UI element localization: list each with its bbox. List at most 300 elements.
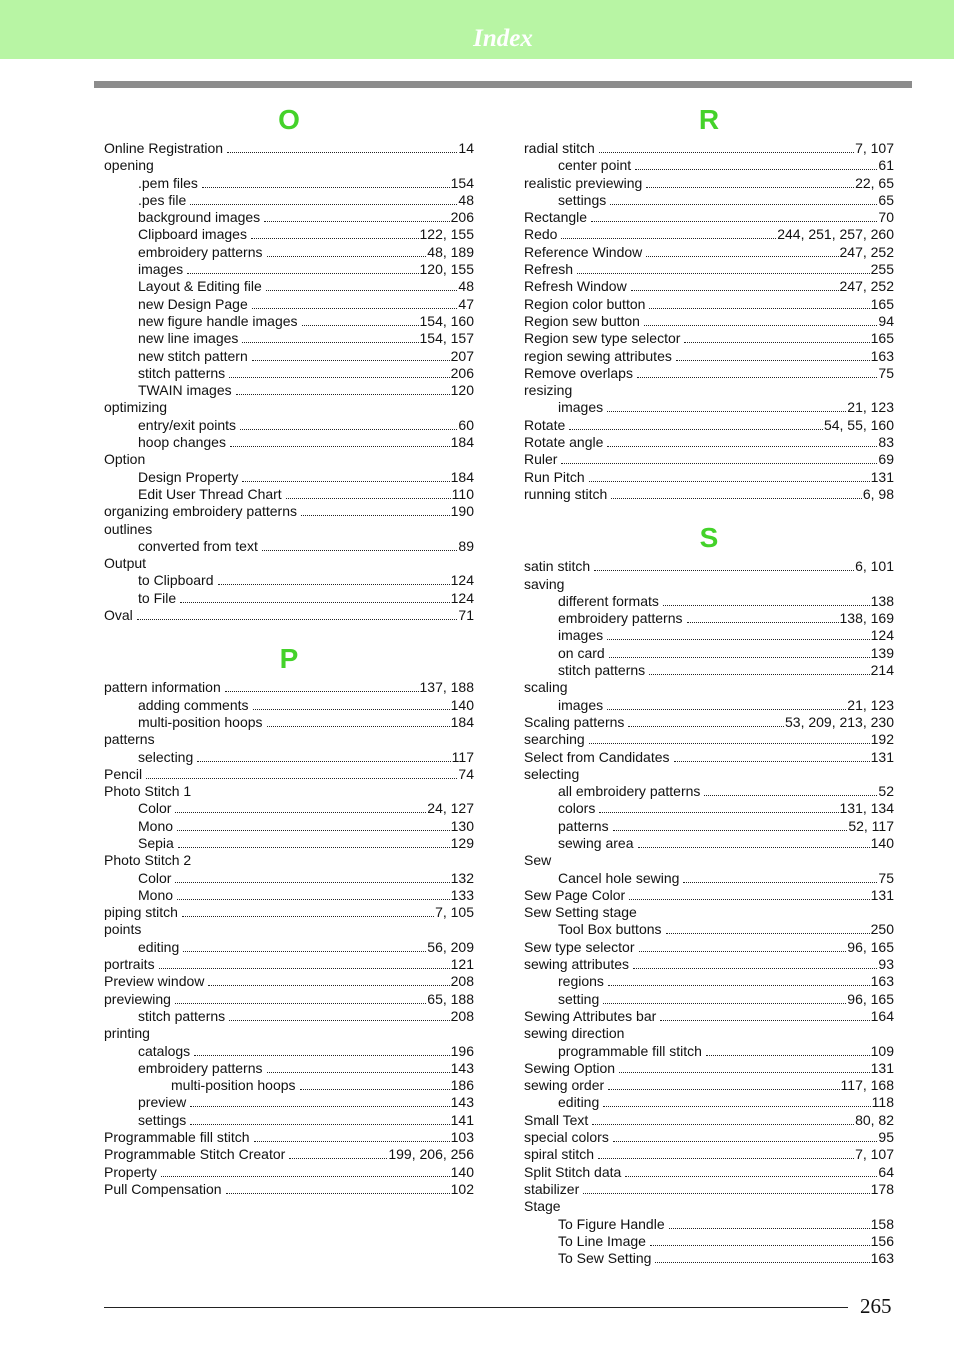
- dot-leader: [646, 256, 838, 257]
- index-pages: 117: [451, 748, 474, 765]
- index-term: selecting: [524, 765, 580, 782]
- index-pages: 163: [870, 347, 894, 364]
- index-entry: [524, 627, 894, 644]
- index-term: Sew Setting stage: [524, 904, 637, 921]
- index-pages: 255: [870, 261, 894, 278]
- index-term: background images: [138, 209, 261, 226]
- index-term: entry/exit points: [138, 416, 237, 433]
- index-term: Design Property: [138, 468, 239, 485]
- index-entry: [524, 714, 894, 731]
- index-pages: 143: [450, 1094, 474, 1111]
- index-entry: [104, 749, 474, 766]
- dot-leader: [608, 985, 870, 986]
- dot-leader: [607, 411, 846, 412]
- dot-leader: [194, 1055, 449, 1056]
- index-entry: [524, 558, 894, 575]
- dot-leader: [561, 463, 877, 464]
- dot-leader: [646, 187, 854, 188]
- index-entry: [104, 1094, 474, 1111]
- dot-leader: [182, 916, 434, 917]
- index-entry: [524, 576, 894, 593]
- index-pages: 206: [450, 209, 474, 226]
- index-pages: 83: [878, 434, 894, 451]
- index-term: pattern information: [104, 679, 221, 696]
- index-term: embroidery patterns: [558, 610, 683, 627]
- index-pages: 65: [878, 191, 894, 208]
- index-term: realistic previewing: [524, 174, 643, 191]
- dot-leader: [301, 515, 450, 516]
- index-term: Sew Page Color: [524, 886, 626, 903]
- index-term: programmable fill stitch: [558, 1042, 702, 1059]
- index-term: Split Stitch data: [524, 1163, 622, 1180]
- index-entry: [524, 469, 894, 486]
- index-pages: 93: [878, 956, 894, 973]
- index-pages: 196: [450, 1042, 474, 1059]
- index-entry: [104, 1077, 474, 1094]
- index-pages: 163: [870, 1250, 894, 1267]
- index-pages: 124: [870, 627, 894, 644]
- dot-leader: [619, 1072, 870, 1073]
- index-pages: 137, 188: [419, 679, 474, 696]
- index-entry: [524, 382, 894, 399]
- index-pages: 178: [870, 1180, 894, 1197]
- index-term: editing: [558, 1094, 600, 1111]
- index-term: Reference Window: [524, 243, 643, 260]
- dot-leader: [197, 761, 450, 762]
- index-term: hoop changes: [138, 434, 226, 451]
- dot-leader: [289, 1158, 387, 1159]
- index-entry: [104, 1164, 474, 1181]
- index-pages: 206: [450, 364, 474, 381]
- index-term: new stitch pattern: [138, 347, 248, 364]
- index-term: stitch patterns: [138, 364, 226, 381]
- index-pages: 6, 98: [862, 485, 894, 502]
- index-term: outlines: [104, 520, 153, 537]
- dot-leader: [177, 830, 450, 831]
- dot-leader: [599, 152, 854, 153]
- index-pages: 70: [878, 209, 894, 226]
- dot-leader: [599, 812, 838, 813]
- dot-leader: [242, 481, 449, 482]
- index-entry: [524, 921, 894, 938]
- dot-leader: [635, 169, 877, 170]
- index-entry: [104, 382, 474, 399]
- dot-leader: [583, 1193, 869, 1194]
- index-entry: [104, 697, 474, 714]
- index-term: Option: [104, 451, 146, 468]
- index-entry: [524, 209, 894, 226]
- index-pages: 138, 169: [839, 610, 894, 627]
- index-entry: [524, 593, 894, 610]
- index-pages: 14: [458, 140, 474, 156]
- index-entry: [104, 434, 474, 451]
- index-term: setting: [558, 990, 600, 1007]
- index-pages: 65, 188: [427, 990, 474, 1007]
- index-section-o: [104, 100, 474, 624]
- index-pages: 199, 206, 256: [388, 1146, 474, 1163]
- index-pages: 103: [450, 1129, 474, 1146]
- index-term: multi-position hoops: [138, 713, 263, 730]
- index-pages: 141: [450, 1111, 474, 1128]
- index-entry: [104, 330, 474, 347]
- dot-leader: [650, 1245, 870, 1246]
- dot-leader: [227, 152, 457, 153]
- index-entry: [104, 192, 474, 209]
- section-letter: O: [278, 104, 300, 135]
- index-entry: [104, 1025, 474, 1042]
- index-term: Cancel hole sewing: [558, 869, 680, 886]
- dot-leader: [159, 968, 450, 969]
- index-pages: 130: [450, 817, 474, 834]
- index-entry: [524, 697, 894, 714]
- index-pages: 143: [450, 1059, 474, 1076]
- index-pages: 138: [870, 592, 894, 609]
- index-entry: [524, 1077, 894, 1094]
- dot-leader: [674, 761, 870, 762]
- index-term: To Figure Handle: [558, 1215, 665, 1232]
- dot-leader: [236, 394, 450, 395]
- index-entry: [104, 956, 474, 973]
- dot-leader: [180, 602, 450, 603]
- index-pages: 247, 252: [839, 243, 894, 260]
- index-entry: [524, 296, 894, 313]
- index-term: Refresh: [524, 261, 574, 278]
- dot-leader: [687, 622, 839, 623]
- index-entry: [524, 1043, 894, 1060]
- index-entry: [104, 607, 474, 624]
- index-entry: [524, 749, 894, 766]
- index-pages: 190: [450, 503, 474, 520]
- index-term: embroidery patterns: [138, 1059, 263, 1076]
- index-entry: [104, 1146, 474, 1163]
- dot-leader: [175, 1003, 426, 1004]
- index-entry: [104, 731, 474, 748]
- index-term: searching: [524, 731, 585, 748]
- index-term: Sew: [524, 852, 552, 869]
- index-term: Edit User Thread Chart: [138, 485, 282, 502]
- dot-leader: [251, 238, 419, 239]
- index-entry: [524, 313, 894, 330]
- index-term: scaling: [524, 679, 568, 696]
- index-pages: 154, 160: [419, 312, 474, 329]
- dot-leader: [230, 446, 450, 447]
- index-term: resizing: [524, 382, 573, 399]
- index-entry: [104, 140, 474, 157]
- dot-leader: [666, 933, 870, 934]
- index-pages: 118: [871, 1094, 894, 1111]
- index-pages: 48: [458, 278, 474, 295]
- index-term: preview: [138, 1094, 187, 1111]
- index-entry: [104, 451, 474, 468]
- index-pages: 214: [870, 662, 894, 679]
- index-term: Rectangle: [524, 209, 588, 226]
- index-entry: [104, 1043, 474, 1060]
- index-entry: [104, 1181, 474, 1198]
- index-entry: [524, 1112, 894, 1129]
- index-entry: [524, 645, 894, 662]
- index-pages: 186: [450, 1077, 474, 1094]
- index-section-s: [524, 518, 894, 1267]
- index-pages: 21, 123: [847, 696, 894, 713]
- dot-leader: [660, 1020, 869, 1021]
- index-term: sewing order: [524, 1077, 605, 1094]
- dot-leader: [704, 795, 877, 796]
- section-letter: R: [698, 104, 720, 135]
- index-entry: [524, 852, 894, 869]
- dot-leader: [229, 1020, 449, 1021]
- dot-leader: [262, 550, 458, 551]
- index-entry: [104, 244, 474, 261]
- index-pages: 140: [450, 1163, 474, 1180]
- index-term: Rotate: [524, 416, 566, 433]
- index-term: settings: [138, 1111, 187, 1128]
- index-pages: 250: [870, 921, 894, 938]
- index-term: Sepia: [138, 834, 174, 851]
- index-entry: [104, 714, 474, 731]
- dot-leader: [226, 1193, 450, 1194]
- index-pages: 122, 155: [419, 226, 474, 243]
- index-entry: [524, 610, 894, 627]
- index-term: Pencil: [104, 765, 143, 782]
- index-pages: 61: [878, 157, 894, 174]
- index-term: Online Registration: [104, 140, 224, 156]
- index-term: .pes file: [138, 191, 187, 208]
- dot-leader: [202, 187, 450, 188]
- dot-leader: [187, 273, 418, 274]
- index-entry: [524, 783, 894, 800]
- dot-leader: [302, 325, 419, 326]
- index-entry: [524, 226, 894, 243]
- index-term: Rotate angle: [524, 434, 604, 451]
- index-term: Photo Stitch 1: [104, 783, 192, 800]
- index-term: Small Text: [524, 1111, 589, 1128]
- dot-leader: [242, 342, 418, 343]
- dot-leader: [240, 429, 457, 430]
- dot-leader: [676, 360, 870, 361]
- dot-leader: [607, 639, 870, 640]
- index-entry: [104, 1008, 474, 1025]
- index-term: images: [558, 627, 604, 644]
- index-entry: [104, 486, 474, 503]
- index-pages: 158: [870, 1215, 894, 1232]
- index-entry: [104, 887, 474, 904]
- index-term: Sew type selector: [524, 938, 635, 955]
- index-entry: [524, 973, 894, 990]
- index-entry: [524, 1129, 894, 1146]
- dot-leader: [577, 273, 870, 274]
- index-pages: 48: [458, 191, 474, 208]
- dot-leader: [190, 204, 457, 205]
- index-entry: [524, 1146, 894, 1163]
- dot-leader: [603, 1003, 846, 1004]
- index-entry: [524, 1025, 894, 1042]
- index-pages: 95: [878, 1129, 894, 1146]
- index-pages: 131: [870, 468, 894, 485]
- dot-leader: [683, 882, 877, 883]
- index-term: patterns: [104, 731, 155, 748]
- index-entry: [104, 818, 474, 835]
- index-term: settings: [558, 191, 607, 208]
- index-pages: 109: [870, 1042, 894, 1059]
- index-term: multi-position hoops: [171, 1077, 296, 1094]
- dot-leader: [178, 847, 450, 848]
- index-term: new Design Page: [138, 295, 248, 312]
- index-entry: [104, 973, 474, 990]
- dot-leader: [589, 743, 870, 744]
- index-entry: [104, 1112, 474, 1129]
- index-term: Region sew button: [524, 312, 640, 329]
- index-pages: 24, 127: [427, 800, 474, 817]
- index-entry: [104, 679, 474, 696]
- index-pages: 21, 123: [847, 399, 894, 416]
- dot-leader: [225, 691, 419, 692]
- index-entry: [524, 1181, 894, 1198]
- index-term: Mono: [138, 817, 174, 834]
- index-entry: [524, 679, 894, 696]
- index-pages: 69: [878, 451, 894, 468]
- index-entry: [524, 766, 894, 783]
- index-term: catalogs: [138, 1042, 191, 1059]
- index-entry: [104, 278, 474, 295]
- index-term: patterns: [558, 817, 609, 834]
- dot-leader: [607, 709, 846, 710]
- index-entry: [524, 157, 894, 174]
- index-pages: 52: [878, 783, 894, 800]
- dot-leader: [252, 308, 458, 309]
- index-entry: [104, 1060, 474, 1077]
- index-pages: 71: [458, 607, 474, 624]
- index-pages: 164: [870, 1007, 894, 1024]
- index-term: embroidery patterns: [138, 243, 263, 260]
- index-entry: [524, 1233, 894, 1250]
- dot-leader: [669, 1228, 870, 1229]
- index-pages: 64: [878, 1163, 894, 1180]
- index-entry: [524, 991, 894, 1008]
- index-term: different formats: [558, 592, 659, 609]
- dot-leader: [229, 377, 449, 378]
- index-pages: 89: [458, 537, 474, 554]
- index-term: Clipboard images: [138, 226, 247, 243]
- index-term: selecting: [138, 748, 194, 765]
- dot-leader: [569, 429, 823, 430]
- index-term: Pull Compensation: [104, 1180, 222, 1197]
- dot-leader: [613, 1141, 878, 1142]
- index-entry: [104, 904, 474, 921]
- index-term: Region color button: [524, 295, 646, 312]
- index-entry: [104, 921, 474, 938]
- index-pages: 184: [450, 713, 474, 730]
- index-pages: 131: [870, 886, 894, 903]
- index-pages: 207: [450, 347, 474, 364]
- dot-leader: [684, 342, 869, 343]
- index-pages: 192: [870, 731, 894, 748]
- dot-leader: [137, 619, 458, 620]
- index-term: stabilizer: [524, 1180, 580, 1197]
- index-term: Property: [104, 1163, 157, 1180]
- index-entry: [524, 1060, 894, 1077]
- index-entry: [524, 330, 894, 347]
- index-term: new figure handle images: [138, 312, 298, 329]
- index-pages: 124: [450, 589, 474, 606]
- dot-leader: [218, 584, 450, 585]
- index-entry: [524, 348, 894, 365]
- index-pages: 154, 157: [419, 330, 474, 347]
- index-term: Color: [138, 800, 172, 817]
- index-entry: [524, 835, 894, 852]
- index-term: Photo Stitch 2: [104, 852, 192, 869]
- index-term: images: [558, 696, 604, 713]
- index-term: Select from Candidates: [524, 748, 670, 765]
- index-pages: 163: [870, 973, 894, 990]
- index-entry: [104, 296, 474, 313]
- index-term: special colors: [524, 1129, 609, 1146]
- index-section-p: [104, 639, 474, 1198]
- index-entry: [524, 662, 894, 679]
- index-term: stitch patterns: [138, 1007, 226, 1024]
- page-number: 265: [860, 1294, 892, 1318]
- dot-leader: [611, 498, 862, 499]
- index-pages: 156: [870, 1232, 894, 1249]
- index-term: .pem files: [138, 174, 198, 191]
- index-term: sewing area: [558, 834, 634, 851]
- index-entry: [524, 904, 894, 921]
- index-entry: [104, 157, 474, 174]
- dot-leader: [609, 657, 870, 658]
- index-term: stitch patterns: [558, 662, 646, 679]
- index-pages: 140: [870, 834, 894, 851]
- index-term: regions: [558, 973, 604, 990]
- index-section-r: [524, 100, 894, 503]
- index-entry: [104, 175, 474, 192]
- index-entry: [524, 399, 894, 416]
- index-term: new line images: [138, 330, 239, 347]
- dot-leader: [161, 1176, 450, 1177]
- index-entry: [104, 766, 474, 783]
- index-entry: [524, 451, 894, 468]
- index-pages: 48, 189: [427, 243, 474, 260]
- dot-leader: [594, 570, 854, 571]
- index-entry: [104, 939, 474, 956]
- index-term: sewing attributes: [524, 956, 630, 973]
- dot-leader: [146, 778, 457, 779]
- dot-leader: [267, 256, 427, 257]
- index-entry: [524, 939, 894, 956]
- index-pages: 208: [450, 973, 474, 990]
- dot-leader: [598, 1158, 854, 1159]
- dot-leader: [175, 882, 449, 883]
- dot-leader: [638, 847, 870, 848]
- index-pages: 247, 252: [839, 278, 894, 295]
- index-entry: [104, 835, 474, 852]
- index-pages: 131, 134: [839, 800, 894, 817]
- index-entry: [524, 870, 894, 887]
- dot-leader: [649, 674, 869, 675]
- index-term: Ruler: [524, 451, 558, 468]
- index-term: running stitch: [524, 485, 608, 502]
- index-entry: [524, 887, 894, 904]
- index-pages: 131: [870, 748, 894, 765]
- index-entry: [104, 590, 474, 607]
- index-entry: [524, 1164, 894, 1181]
- index-pages: 140: [450, 696, 474, 713]
- index-pages: 131: [870, 1059, 894, 1076]
- index-pages: 54, 55, 160: [823, 416, 894, 433]
- index-term: satin stitch: [524, 558, 591, 575]
- index-entry: [104, 209, 474, 226]
- dot-leader: [589, 481, 870, 482]
- index-term: To Line Image: [558, 1232, 646, 1249]
- dot-leader: [663, 605, 870, 606]
